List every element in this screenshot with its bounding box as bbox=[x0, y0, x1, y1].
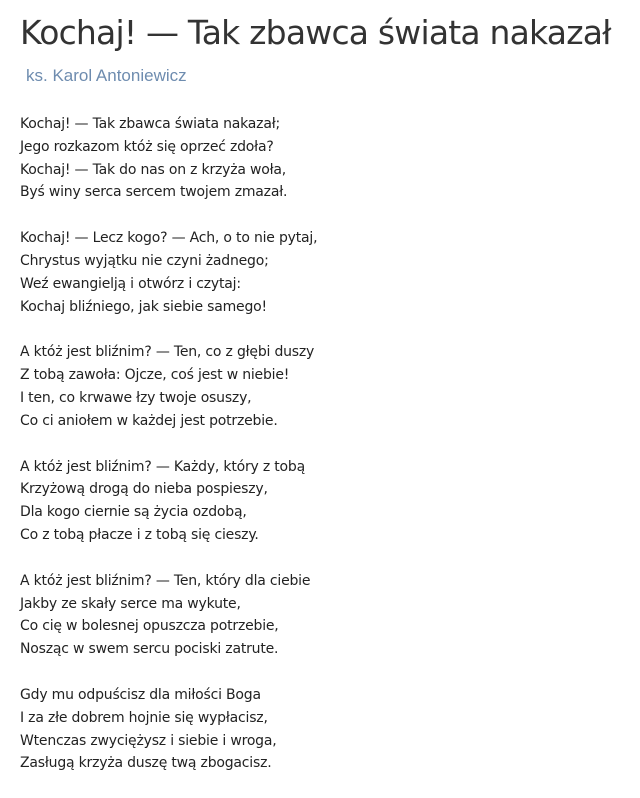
poem-body bbox=[20, 113, 620, 798]
poem-line: Co cię w bolesnej opuszcza potrzebie, bbox=[20, 618, 279, 635]
stanza bbox=[20, 341, 620, 432]
poem-line: A któż jest bliźnim? — Ten, co z głębi duszy bbox=[20, 344, 315, 361]
poem-line: Dla kogo ciernie są życia ozdobą, bbox=[20, 504, 247, 521]
poem-line: I ten, co krwawe łzy twoje osuszy, bbox=[20, 389, 252, 406]
poem-line: A któż jest bliźnim? — Ten, który dla ciebie bbox=[20, 572, 311, 589]
poem-author: ks. Karol Antoniewicz bbox=[26, 66, 187, 85]
poem-line: Z tobą zawoła: Ojcze, coś jest w niebie! bbox=[20, 367, 290, 384]
poem-title: Kochaj! — Tak zbawca świata nakazał bbox=[20, 13, 611, 52]
poem-line: I za złe dobrem hojnie się wypłacisz, bbox=[20, 709, 268, 726]
poem-line: Wtenczas zwyciężysz i siebie i wroga, bbox=[20, 732, 277, 749]
poem-line: Byś winy serca sercem twojem zmazał. bbox=[20, 184, 288, 201]
poem-line: Zasługą krzyża duszę twą zbogacisz. bbox=[20, 755, 272, 772]
poem-line: Gdy mu odpuścisz dla miłości Boga bbox=[20, 686, 261, 703]
stanza bbox=[20, 456, 620, 547]
poem-line: Chrystus wyjątku nie czyni żadnego; bbox=[20, 252, 269, 269]
stanza bbox=[20, 570, 620, 661]
poem-line: Co ci aniołem w każdej jest potrzebie. bbox=[20, 412, 278, 429]
poem-line: Kochaj! — Tak zbawca świata nakazał; bbox=[20, 116, 281, 132]
poem-line: Kochaj bliźniego, jak siebie samego! bbox=[20, 298, 267, 315]
poem-line: Kochaj! — Tak do nas on z krzyża woła, bbox=[20, 161, 287, 178]
poem-line: Jakby ze skały serce ma wykute, bbox=[20, 595, 241, 612]
poem-line: Weź ewangielją i otwórz i czytaj: bbox=[20, 275, 241, 292]
poem-line: Jego rozkazom któż się oprzeć zdoła? bbox=[20, 138, 274, 155]
poem-line: A któż jest bliźnim? — Każdy, który z tobą bbox=[20, 458, 305, 475]
poem-line: Kochaj! — Lecz kogo? — Ach, o to nie pytaj, bbox=[20, 230, 318, 247]
stanza bbox=[20, 684, 620, 775]
poem-line: Co z tobą płacze i z tobą się cieszy. bbox=[20, 526, 259, 543]
stanza bbox=[20, 227, 620, 318]
poem-line: Krzyżową drogą do nieba pospieszy, bbox=[20, 481, 268, 498]
stanza bbox=[20, 113, 620, 204]
poem-line: Nosząc w swem sercu pociski zatrute. bbox=[20, 641, 279, 658]
